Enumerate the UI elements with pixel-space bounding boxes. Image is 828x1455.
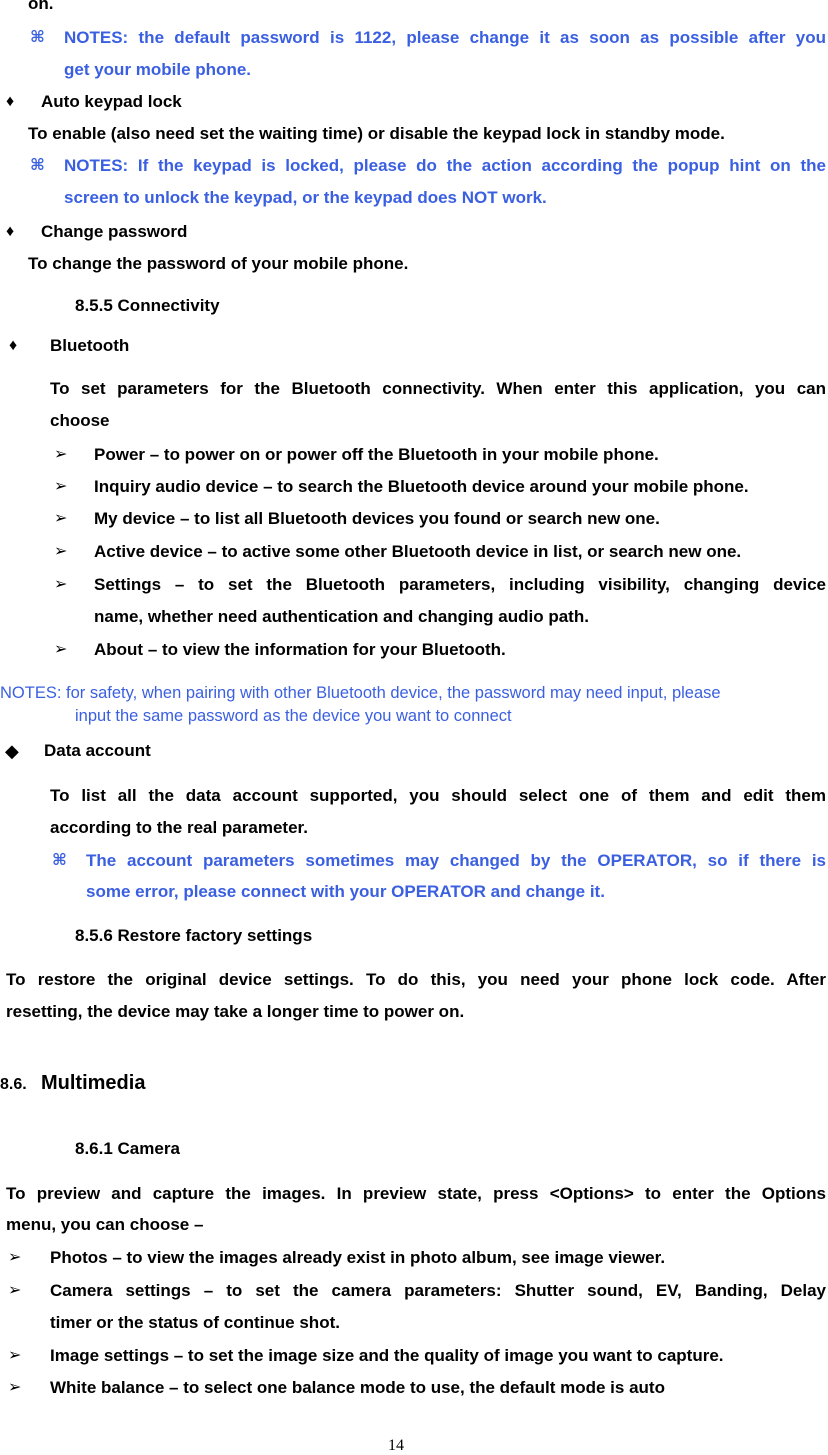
bluetooth-item-inquiry: Inquiry audio device – to search the Bluetooth device around your mobile phone. — [94, 477, 749, 496]
arrow-bullet-icon: ➢ — [8, 1249, 22, 1266]
arrow-bullet-icon: ➢ — [54, 641, 68, 658]
arrow-bullet-icon: ➢ — [8, 1282, 22, 1299]
diamond-bullet-icon: ◆ — [5, 741, 19, 761]
page-number: 14 — [388, 1437, 404, 1454]
camera-item-photos: Photos – to view the images already exist in photo album, see image viewer. — [50, 1248, 666, 1267]
bluetooth-note-line1: NOTES: for safety, when pairing with other Bluetooth device, the password may need input, please — [0, 684, 721, 702]
note-default-password-line1: NOTES: the default password is 1122, please change it as soon as possible after you — [64, 28, 826, 47]
arrow-bullet-icon: ➢ — [54, 510, 68, 527]
diamond-bullet-icon: ♦ — [6, 223, 15, 240]
camera-intro-line2: menu, you can choose – — [6, 1215, 204, 1234]
arrow-bullet-icon: ➢ — [54, 543, 68, 560]
heading-restore-factory: 8.5.6 Restore factory settings — [75, 926, 313, 945]
arrow-bullet-icon: ➢ — [8, 1347, 22, 1364]
note-keypad-line1: NOTES: If the keypad is locked, please do the action according the popup hint on the — [64, 156, 826, 175]
arrow-bullet-icon: ➢ — [54, 478, 68, 495]
camera-item-image-settings: Image settings – to set the image size and the quality of image you want to capture. — [50, 1346, 724, 1365]
bluetooth-title: Bluetooth — [50, 336, 130, 355]
auto-keypad-lock-desc: To enable (also need set the waiting time) or disable the keypad lock in standby mode. — [28, 124, 725, 143]
bluetooth-item-settings-line1: Settings – to set the Bluetooth parameters, including visibility, changing device — [94, 575, 826, 594]
arrow-bullet-icon: ➢ — [54, 576, 68, 593]
data-account-desc-line1: To list all the data account supported, you should select one of them and edit them — [50, 786, 826, 805]
camera-item-settings-line1: Camera settings – to set the camera parameters: Shutter sound, EV, Banding, Delay — [50, 1281, 826, 1300]
heading-connectivity: 8.5.5 Connectivity — [75, 296, 220, 315]
camera-item-white-balance: White balance – to select one balance mode to use, the default mode is auto — [50, 1378, 665, 1397]
arrow-bullet-icon: ➢ — [8, 1379, 22, 1396]
change-password-desc: To change the password of your mobile phone. — [28, 254, 409, 273]
restore-desc-line2: resetting, the device may take a longer time to power on. — [6, 1002, 465, 1021]
bluetooth-item-active-device: Active device – to active some other Bluetooth device in list, or search new one. — [94, 542, 742, 561]
data-account-note-line1: The account parameters sometimes may changed by the OPERATOR, so if there is — [86, 851, 826, 870]
arrow-bullet-icon: ➢ — [54, 446, 68, 463]
bluetooth-intro-line1: To set parameters for the Bluetooth connectivity. When enter this application, you can — [50, 379, 826, 398]
camera-intro-line1: To preview and capture the images. In preview state, press <Options> to enter the Options — [6, 1184, 826, 1203]
section-number: 8.6. — [0, 1076, 27, 1093]
command-icon: ⌘ — [30, 157, 45, 174]
heading-camera: 8.6.1 Camera — [75, 1139, 180, 1158]
bluetooth-item-power: Power – to power on or power off the Bluetooth in your mobile phone. — [94, 445, 659, 464]
change-password-title: Change password — [41, 222, 188, 241]
bluetooth-item-my-device: My device – to list all Bluetooth devices you found or search new one. — [94, 509, 660, 528]
command-icon: ⌘ — [30, 29, 45, 46]
command-icon: ⌘ — [52, 852, 67, 869]
bluetooth-item-settings-line2: name, whether need authentication and changing audio path. — [94, 607, 589, 626]
bluetooth-note-line2: input the same password as the device you want to connect — [75, 707, 512, 725]
data-account-desc-line2: according to the real parameter. — [50, 818, 308, 837]
note-keypad-line2: screen to unlock the keypad, or the keypad does NOT work. — [64, 188, 547, 207]
data-account-title: Data account — [44, 741, 151, 760]
diamond-bullet-icon: ♦ — [9, 337, 18, 354]
auto-keypad-lock-title: Auto keypad lock — [41, 92, 182, 111]
camera-item-settings-line2: timer or the status of continue shot. — [50, 1313, 340, 1332]
bluetooth-intro-line2: choose — [50, 411, 110, 430]
data-account-note-line2: some error, please connect with your OPERATOR and change it. — [86, 882, 605, 901]
diamond-bullet-icon: ♦ — [6, 93, 15, 110]
note-default-password-line2: get your mobile phone. — [64, 60, 252, 79]
bluetooth-item-about: About – to view the information for your Bluetooth. — [94, 640, 506, 659]
section-title-multimedia: Multimedia — [41, 1072, 146, 1094]
restore-desc-line1: To restore the original device settings. To do this, you need your phone lock code. After — [6, 970, 826, 989]
continued-text: on. — [28, 0, 54, 13]
